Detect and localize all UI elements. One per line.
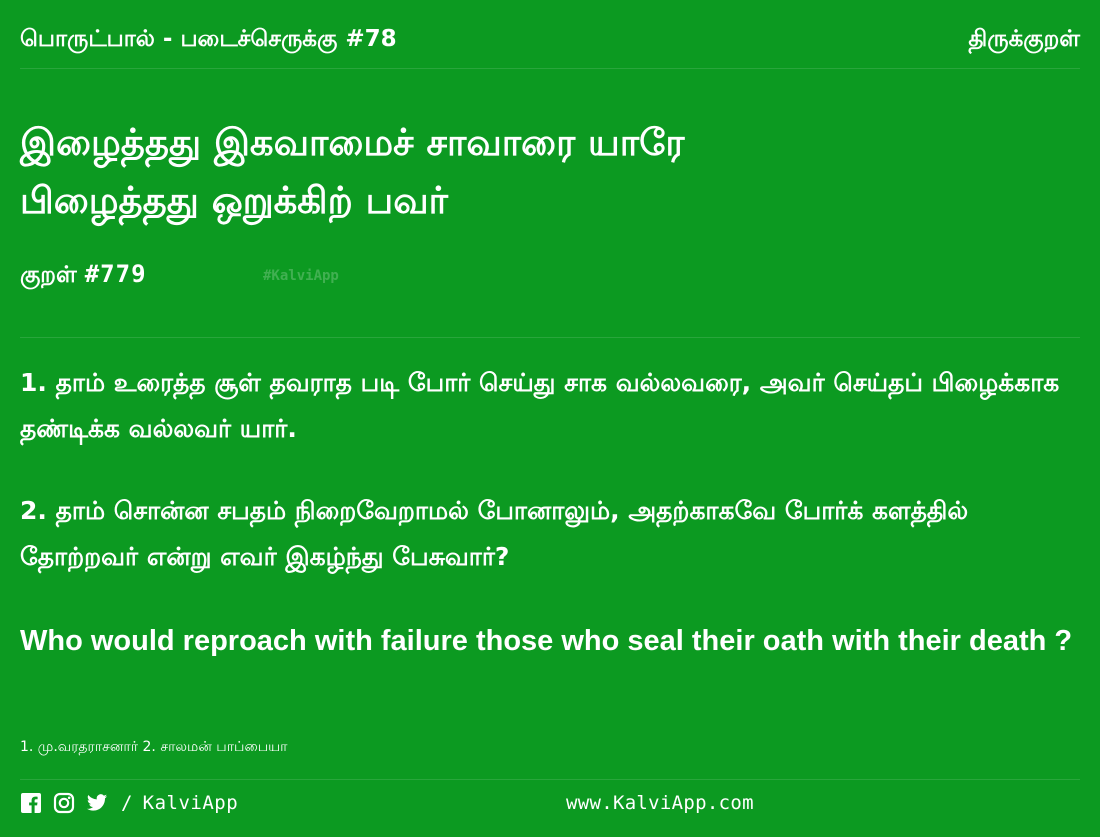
divider [20,779,1080,780]
header [20,22,1080,69]
instagram-icon[interactable] [53,792,75,814]
twitter-icon[interactable] [86,792,108,814]
kural-line-2: பிழைத்தது ஒறுக்கிற் பவர் [20,179,448,222]
kural-line-1: இழைத்தது இகவாமைச் சாவாரை யாரே [20,121,685,164]
divider [20,337,1080,338]
meaning-1: 1. தாம் உரைத்த சூள் தவராத படி போர் செய்து சாக வல்லவரை, அவர் செய்தப் பிழைக்காக தண்டிக்க வல்லவர் யார். [20,368,1060,443]
english-translation: Who would reproach with failure those who seal their oath with their death ? [20,625,1073,657]
kural-number [20,257,147,292]
kural-number-value: #779 [84,260,147,288]
footer-separator: / [121,792,133,814]
watermark: #KalviApp [263,268,339,284]
book-title: திருக்குறள் [968,26,1080,52]
kural-couplet [20,114,685,230]
authors-credit: 1. மு.வரதராசனார் 2. சாலமன் பாப்பையா [20,739,288,755]
social-handle[interactable]: KalviApp [142,792,239,814]
social-links [20,790,238,816]
meaning-2: 2. தாம் சொன்ன சபதம் நிறைவேறாமல் போனாலும், அதற்காகவே போர்க் களத்தில் தோற்றவர் என்று எவர் இகழ்ந்து பேசுவார்? [20,496,969,571]
section-title: பொருட்பால் - படைச்செருக்கு #78 [20,26,397,52]
website-link[interactable]: www.KalviApp.com [566,792,754,814]
kural-number-label: குறள் [20,262,85,288]
facebook-icon[interactable] [20,792,42,814]
